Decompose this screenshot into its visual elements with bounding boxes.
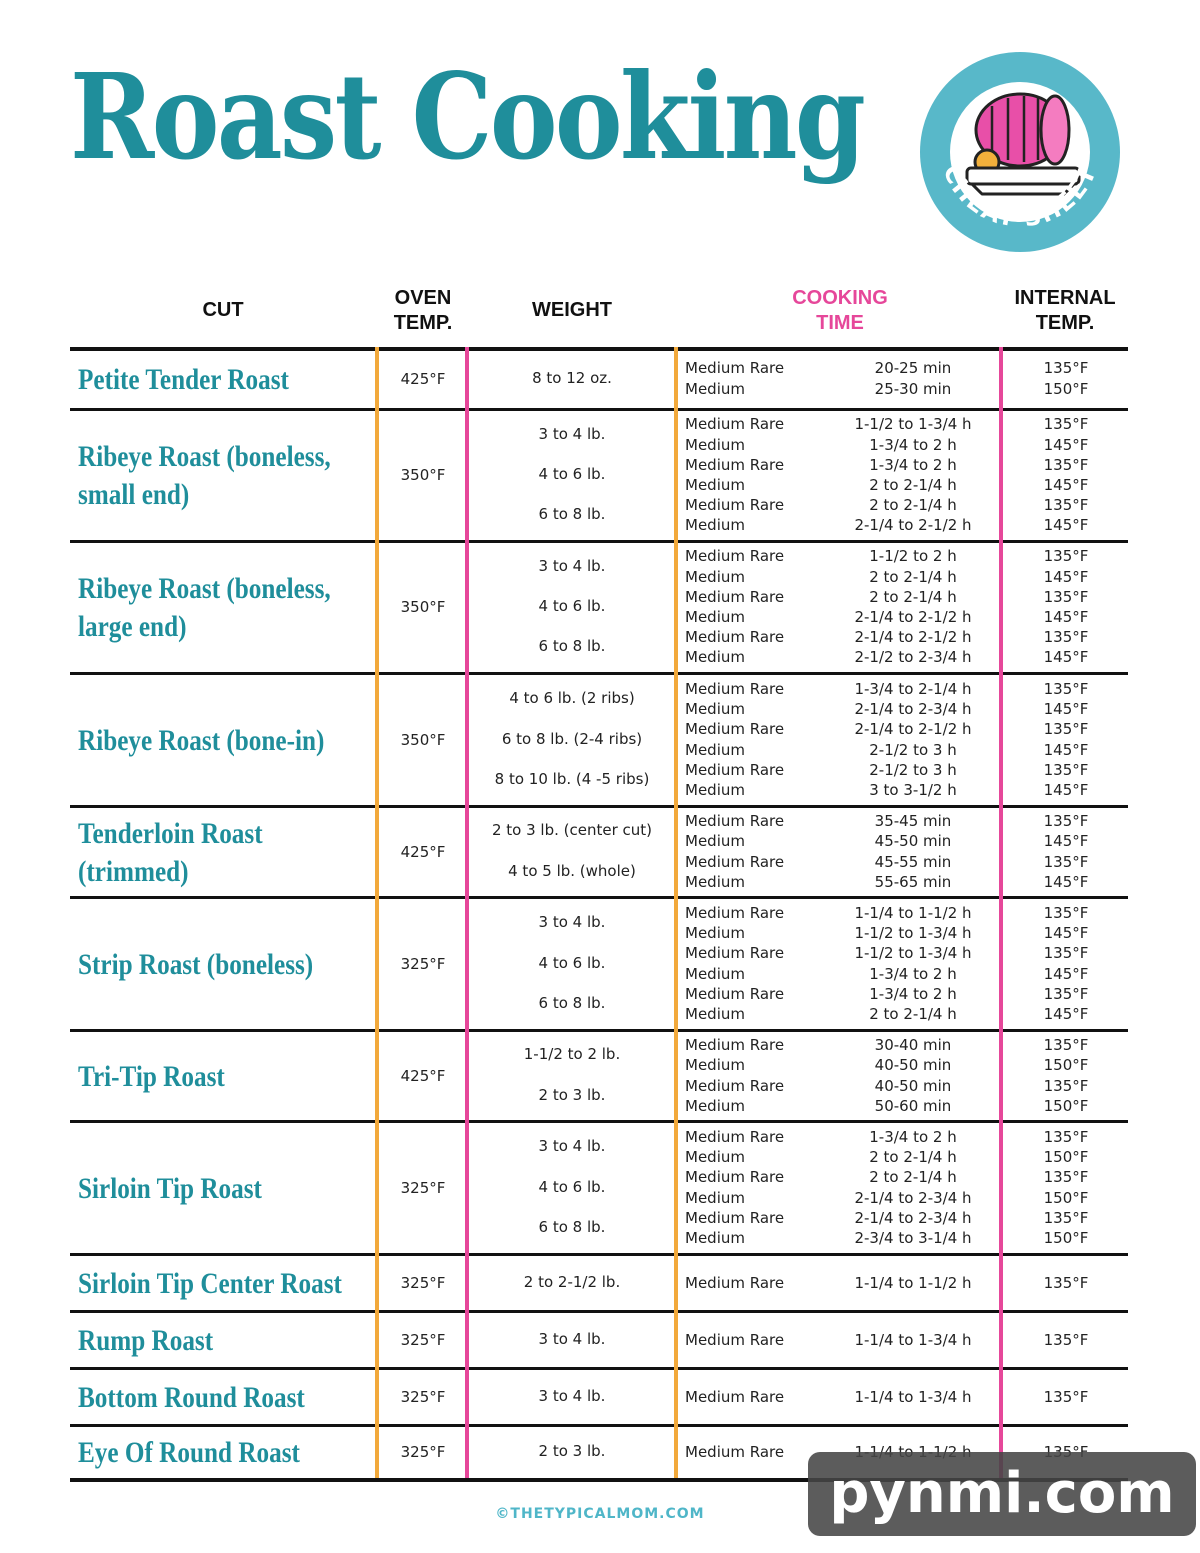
cut-name [78, 361, 327, 399]
weight: 4 to 5 lb. (whole) [508, 861, 636, 880]
doneness-level: Medium Rare [685, 944, 785, 963]
internal-temp: 145°F [1043, 1004, 1089, 1023]
cooking-time: 45-50 min [874, 832, 952, 851]
internal-temp: 145°F [1043, 924, 1089, 943]
internal-temp: 135°F [1043, 455, 1089, 474]
cooking-time: 2 to 2-1/4 h [869, 1168, 957, 1187]
doneness-level: Medium Rare [685, 1036, 785, 1055]
oven-temp: 350°F [400, 730, 446, 749]
row-divider [70, 347, 1128, 351]
cut-name [78, 1058, 327, 1096]
internal-temp: 135°F [1043, 496, 1089, 515]
oven-temp: 425°F [400, 369, 446, 388]
row-divider [70, 408, 1128, 411]
cut-name [78, 438, 331, 514]
column-divider [999, 347, 1003, 1478]
internal-temp: 135°F [1043, 720, 1089, 739]
row-divider [70, 805, 1128, 808]
doneness-level: Medium [685, 1228, 745, 1247]
cooking-time: 2-1/2 to 3 h [869, 760, 957, 779]
internal-temp: 150°F [1043, 379, 1089, 398]
internal-temp: 145°F [1043, 700, 1089, 719]
doneness-level: Medium Rare [685, 1387, 785, 1406]
weight: 3 to 4 lb. [538, 913, 606, 932]
cut-name-line: Sirloin Tip Roast [78, 1171, 262, 1205]
internal-temp: 145°F [1043, 780, 1089, 799]
doneness-level: Medium Rare [685, 984, 785, 1003]
roast-on-platter-icon [967, 94, 1079, 194]
internal-temp: 135°F [1043, 852, 1089, 871]
cooking-time: 2-1/4 to 2-1/2 h [854, 516, 972, 535]
cooking-time: 3 to 3-1/2 h [869, 780, 957, 799]
doneness-level: Medium [685, 924, 745, 943]
doneness-level: Medium [685, 780, 745, 799]
doneness-level: Medium [685, 648, 745, 667]
doneness-level: Medium Rare [685, 628, 785, 647]
weight: 4 to 6 lb. (2 ribs) [509, 689, 635, 708]
cut-name [78, 946, 327, 984]
internal-temp: 135°F [1043, 984, 1089, 1003]
doneness-level: Medium [685, 740, 745, 759]
internal-temp: 135°F [1043, 1330, 1089, 1349]
internal-temp: 135°F [1043, 415, 1089, 434]
cooking-time: 1-3/4 to 2 h [869, 984, 957, 1003]
internal-temp: 135°F [1043, 760, 1089, 779]
doneness-level: Medium [685, 964, 745, 983]
internal-temp: 145°F [1043, 476, 1089, 494]
header-cut: CUT [202, 299, 244, 321]
column-divider [465, 347, 469, 1478]
weight: 1-1/2 to 2 lb. [523, 1045, 621, 1064]
cooking-time: 2 to 2-1/4 h [869, 476, 957, 494]
weight: 2 to 2-1/2 lb. [523, 1272, 621, 1291]
weight: 4 to 6 lb. [538, 597, 606, 615]
internal-temp: 135°F [1043, 1127, 1089, 1146]
doneness-level: Medium [685, 1148, 745, 1167]
doneness-level: Medium [685, 516, 745, 535]
internal-temp: 135°F [1043, 547, 1089, 566]
internal-temp: 145°F [1043, 516, 1089, 535]
internal-temp: 135°F [1043, 944, 1089, 963]
header-cooking-time [760, 286, 920, 336]
doneness-level: Medium Rare [685, 903, 785, 922]
doneness-level: Medium Rare [685, 1127, 785, 1146]
cooking-time: 2 to 2-1/4 h [869, 587, 957, 606]
row-divider [70, 540, 1128, 543]
internal-temp: 145°F [1043, 740, 1089, 759]
doneness-level: Medium Rare [685, 587, 785, 606]
cut-name-line: Ribeye Roast (bone-in) [78, 723, 325, 757]
cooking-time: 1-3/4 to 2-1/4 h [854, 679, 972, 698]
footer-credit: ©THETYPICALMOM.COM [495, 1506, 705, 1522]
weight: 6 to 8 lb. [538, 637, 606, 656]
oven-temp: 325°F [400, 1330, 446, 1349]
cut-name-line: Ribeye Roast (boneless, [78, 572, 331, 605]
weight: 4 to 6 lb. [538, 953, 606, 972]
weight: 6 to 8 lb. (2-4 ribs) [501, 729, 643, 748]
doneness-level: Medium [685, 700, 745, 719]
cooking-time: 20-25 min [874, 359, 952, 378]
doneness-level: Medium [685, 872, 745, 891]
doneness-level: Medium Rare [685, 679, 785, 698]
cut-name-line: Rump Roast [78, 1323, 214, 1357]
weight: 3 to 4 lb. [538, 1386, 606, 1405]
internal-temp: 145°F [1043, 648, 1089, 667]
doneness-level: Medium Rare [685, 720, 785, 739]
header-oven-line1: OVEN [394, 287, 452, 309]
cooking-time: 2-1/4 to 2-1/2 h [854, 628, 972, 647]
cooking-time: 2 to 2-1/4 h [869, 1004, 957, 1023]
weight: 8 to 10 lb. (4 -5 ribs) [494, 769, 650, 788]
header-internal-line2: TEMP. [1035, 312, 1095, 334]
cooking-time: 2 to 2-1/4 h [869, 1148, 957, 1167]
weight: 8 to 12 oz. [532, 368, 612, 387]
internal-temp: 145°F [1043, 872, 1089, 891]
row-divider [70, 1029, 1128, 1032]
doneness-level: Medium Rare [685, 852, 785, 871]
header-internal-line1: INTERNAL [1014, 287, 1116, 309]
cooking-time: 35-45 min [874, 812, 952, 831]
oven-temp: 425°F [400, 842, 446, 861]
header-oven-temp [378, 286, 468, 336]
column-divider [375, 347, 379, 1478]
cooking-time: 1-1/2 to 1-3/4 h [854, 944, 972, 963]
doneness-level: Medium [685, 608, 745, 626]
weight: 3 to 4 lb. [538, 1137, 606, 1156]
cut-name [78, 1379, 327, 1417]
row-divider [70, 1367, 1128, 1370]
cooking-time: 2-1/4 to 2-3/4 h [854, 1188, 972, 1207]
cooking-time: 30-40 min [874, 1036, 952, 1055]
cut-name-line: (trimmed) [78, 854, 189, 888]
internal-temp: 145°F [1043, 964, 1089, 983]
cut-name-line: Tri-Tip Roast [78, 1059, 225, 1093]
weight: 2 to 3 lb. [538, 1442, 606, 1460]
cooking-time: 45-55 min [874, 852, 952, 871]
cooking-time: 2 to 2-1/4 h [869, 496, 957, 515]
cut-name-line: Sirloin Tip Center Roast [78, 1266, 342, 1300]
doneness-level: Medium [685, 435, 745, 454]
internal-temp: 135°F [1043, 1168, 1089, 1187]
oven-temp: 350°F [400, 466, 446, 484]
cooking-time: 1-1/4 to 1-3/4 h [854, 1330, 972, 1349]
cooking-time: 2-1/4 to 2-1/2 h [854, 720, 972, 739]
header-weight: WEIGHT [532, 299, 612, 321]
cheat-sheet-badge [912, 44, 1128, 260]
cooking-time: 1-3/4 to 2 h [869, 455, 957, 474]
weight: 6 to 8 lb. [538, 1217, 606, 1236]
doneness-level: Medium Rare [685, 1208, 785, 1227]
doneness-level: Medium [685, 1056, 745, 1075]
doneness-level: Medium Rare [685, 547, 785, 566]
cooking-time: 55-65 min [874, 872, 952, 891]
doneness-level: Medium [685, 1188, 745, 1207]
row-divider [70, 672, 1128, 675]
cooking-time: 1-1/2 to 2 h [869, 547, 957, 566]
row-divider [70, 1120, 1128, 1123]
oven-temp: 325°F [400, 1387, 446, 1406]
weight: 3 to 4 lb. [538, 556, 606, 575]
header-oven-line2: TEMP. [393, 312, 453, 334]
cut-name [78, 815, 327, 891]
doneness-level: Medium [685, 567, 745, 586]
badge-text: CHEAT SHEET [937, 160, 1103, 233]
header-cooking-line2: TIME [816, 312, 864, 334]
row-divider [70, 1253, 1128, 1256]
cooking-time: 1-1/4 to 1-3/4 h [854, 1387, 972, 1406]
cooking-time: 1-1/2 to 1-3/4 h [854, 924, 972, 943]
cooking-time: 2-3/4 to 3-1/4 h [854, 1228, 972, 1247]
cut-name [78, 1434, 327, 1472]
internal-temp: 135°F [1043, 359, 1089, 378]
weight: 2 to 3 lb. (center cut) [491, 821, 653, 840]
cooking-time: 2-1/4 to 2-1/2 h [854, 608, 972, 626]
internal-temp: 150°F [1043, 1148, 1089, 1167]
doneness-level: Medium [685, 379, 745, 398]
doneness-level: Medium Rare [685, 1443, 785, 1461]
cut-name-line: Petite Tender Roast [78, 362, 289, 396]
doneness-level: Medium [685, 476, 745, 494]
internal-temp: 135°F [1043, 628, 1089, 647]
cut-name [78, 1265, 342, 1303]
column-divider [674, 347, 678, 1478]
cooking-time: 1-3/4 to 2 h [869, 1127, 957, 1146]
internal-temp: 135°F [1043, 812, 1089, 831]
oven-temp: 325°F [400, 1273, 446, 1292]
cut-name [78, 570, 331, 646]
cooking-time: 40-50 min [874, 1056, 952, 1075]
internal-temp: 150°F [1043, 1188, 1089, 1207]
cooking-time: 1-1/4 to 1-1/2 h [854, 1273, 972, 1292]
doneness-level: Medium [685, 1004, 745, 1023]
doneness-level: Medium Rare [685, 455, 785, 474]
internal-temp: 135°F [1043, 1273, 1089, 1292]
internal-temp: 135°F [1043, 1076, 1089, 1095]
cooking-time: 2 to 2-1/4 h [869, 567, 957, 586]
internal-temp: 145°F [1043, 832, 1089, 851]
doneness-level: Medium Rare [685, 1330, 785, 1349]
internal-temp: 135°F [1043, 1036, 1089, 1055]
row-divider [70, 1310, 1128, 1313]
weight: 6 to 8 lb. [538, 993, 606, 1012]
weight: 4 to 6 lb. [538, 465, 606, 483]
cooking-time: 2-1/2 to 3 h [869, 740, 957, 759]
internal-temp: 150°F [1043, 1228, 1089, 1247]
cut-name [78, 1170, 327, 1208]
cooking-time: 1-3/4 to 2 h [869, 964, 957, 983]
doneness-level: Medium [685, 832, 745, 851]
cut-name [78, 1322, 327, 1360]
cut-name-line: small end) [78, 478, 190, 511]
header-cooking-line1: COOKING [792, 287, 888, 309]
cooking-time: 1-1/4 to 1-1/2 h [854, 903, 972, 922]
internal-temp: 135°F [1043, 1208, 1089, 1227]
doneness-level: Medium Rare [685, 1168, 785, 1187]
row-divider [70, 1424, 1128, 1427]
weight: 4 to 6 lb. [538, 1177, 606, 1196]
weight: 3 to 4 lb. [538, 424, 606, 443]
internal-temp: 135°F [1043, 903, 1089, 922]
cooking-time: 2-1/2 to 2-3/4 h [854, 648, 972, 667]
internal-temp: 150°F [1043, 1056, 1089, 1075]
doneness-level: Medium Rare [685, 415, 785, 434]
doneness-level: Medium Rare [685, 359, 785, 378]
oven-temp: 425°F [400, 1066, 446, 1085]
cut-name-line: Tenderloin Roast [78, 816, 263, 850]
oven-temp: 350°F [400, 598, 446, 616]
cooking-time: 25-30 min [874, 379, 952, 398]
oven-temp: 325°F [400, 1178, 446, 1197]
internal-temp: 145°F [1043, 608, 1089, 626]
internal-temp: 135°F [1043, 1387, 1089, 1406]
internal-temp: 135°F [1043, 679, 1089, 698]
doneness-level: Medium Rare [685, 1076, 785, 1095]
cooking-time: 1-1/2 to 1-3/4 h [854, 415, 972, 434]
cut-name [78, 722, 327, 760]
doneness-level: Medium Rare [685, 496, 785, 515]
cut-name-line: Bottom Round Roast [78, 1380, 305, 1414]
cut-name-line: large end) [78, 610, 187, 643]
doneness-level: Medium Rare [685, 760, 785, 779]
internal-temp: 150°F [1043, 1096, 1089, 1115]
weight: 2 to 3 lb. [538, 1085, 606, 1104]
internal-temp: 135°F [1043, 587, 1089, 606]
watermark: pynmi.com [808, 1452, 1196, 1536]
weight: 6 to 8 lb. [538, 505, 606, 524]
cut-name-line: Eye Of Round Roast [78, 1436, 300, 1469]
page-title: Roast Cooking [70, 47, 864, 186]
header-internal-temp [1000, 286, 1130, 336]
doneness-level: Medium [685, 1096, 745, 1115]
cut-name-line: Ribeye Roast (boneless, [78, 440, 331, 473]
cooking-time: 50-60 min [874, 1096, 952, 1115]
cooking-time: 2-1/4 to 2-3/4 h [854, 700, 972, 719]
doneness-level: Medium Rare [685, 812, 785, 831]
row-divider [70, 896, 1128, 899]
doneness-level: Medium Rare [685, 1273, 785, 1292]
oven-temp: 325°F [400, 954, 446, 973]
cooking-time: 1-3/4 to 2 h [869, 435, 957, 454]
cut-name-line: Strip Roast (boneless) [78, 947, 314, 981]
internal-temp: 145°F [1043, 567, 1089, 586]
weight: 3 to 4 lb. [538, 1329, 606, 1348]
cooking-time: 2-1/4 to 2-3/4 h [854, 1208, 972, 1227]
oven-temp: 325°F [400, 1443, 446, 1461]
cooking-time: 40-50 min [874, 1076, 952, 1095]
internal-temp: 145°F [1043, 435, 1089, 454]
